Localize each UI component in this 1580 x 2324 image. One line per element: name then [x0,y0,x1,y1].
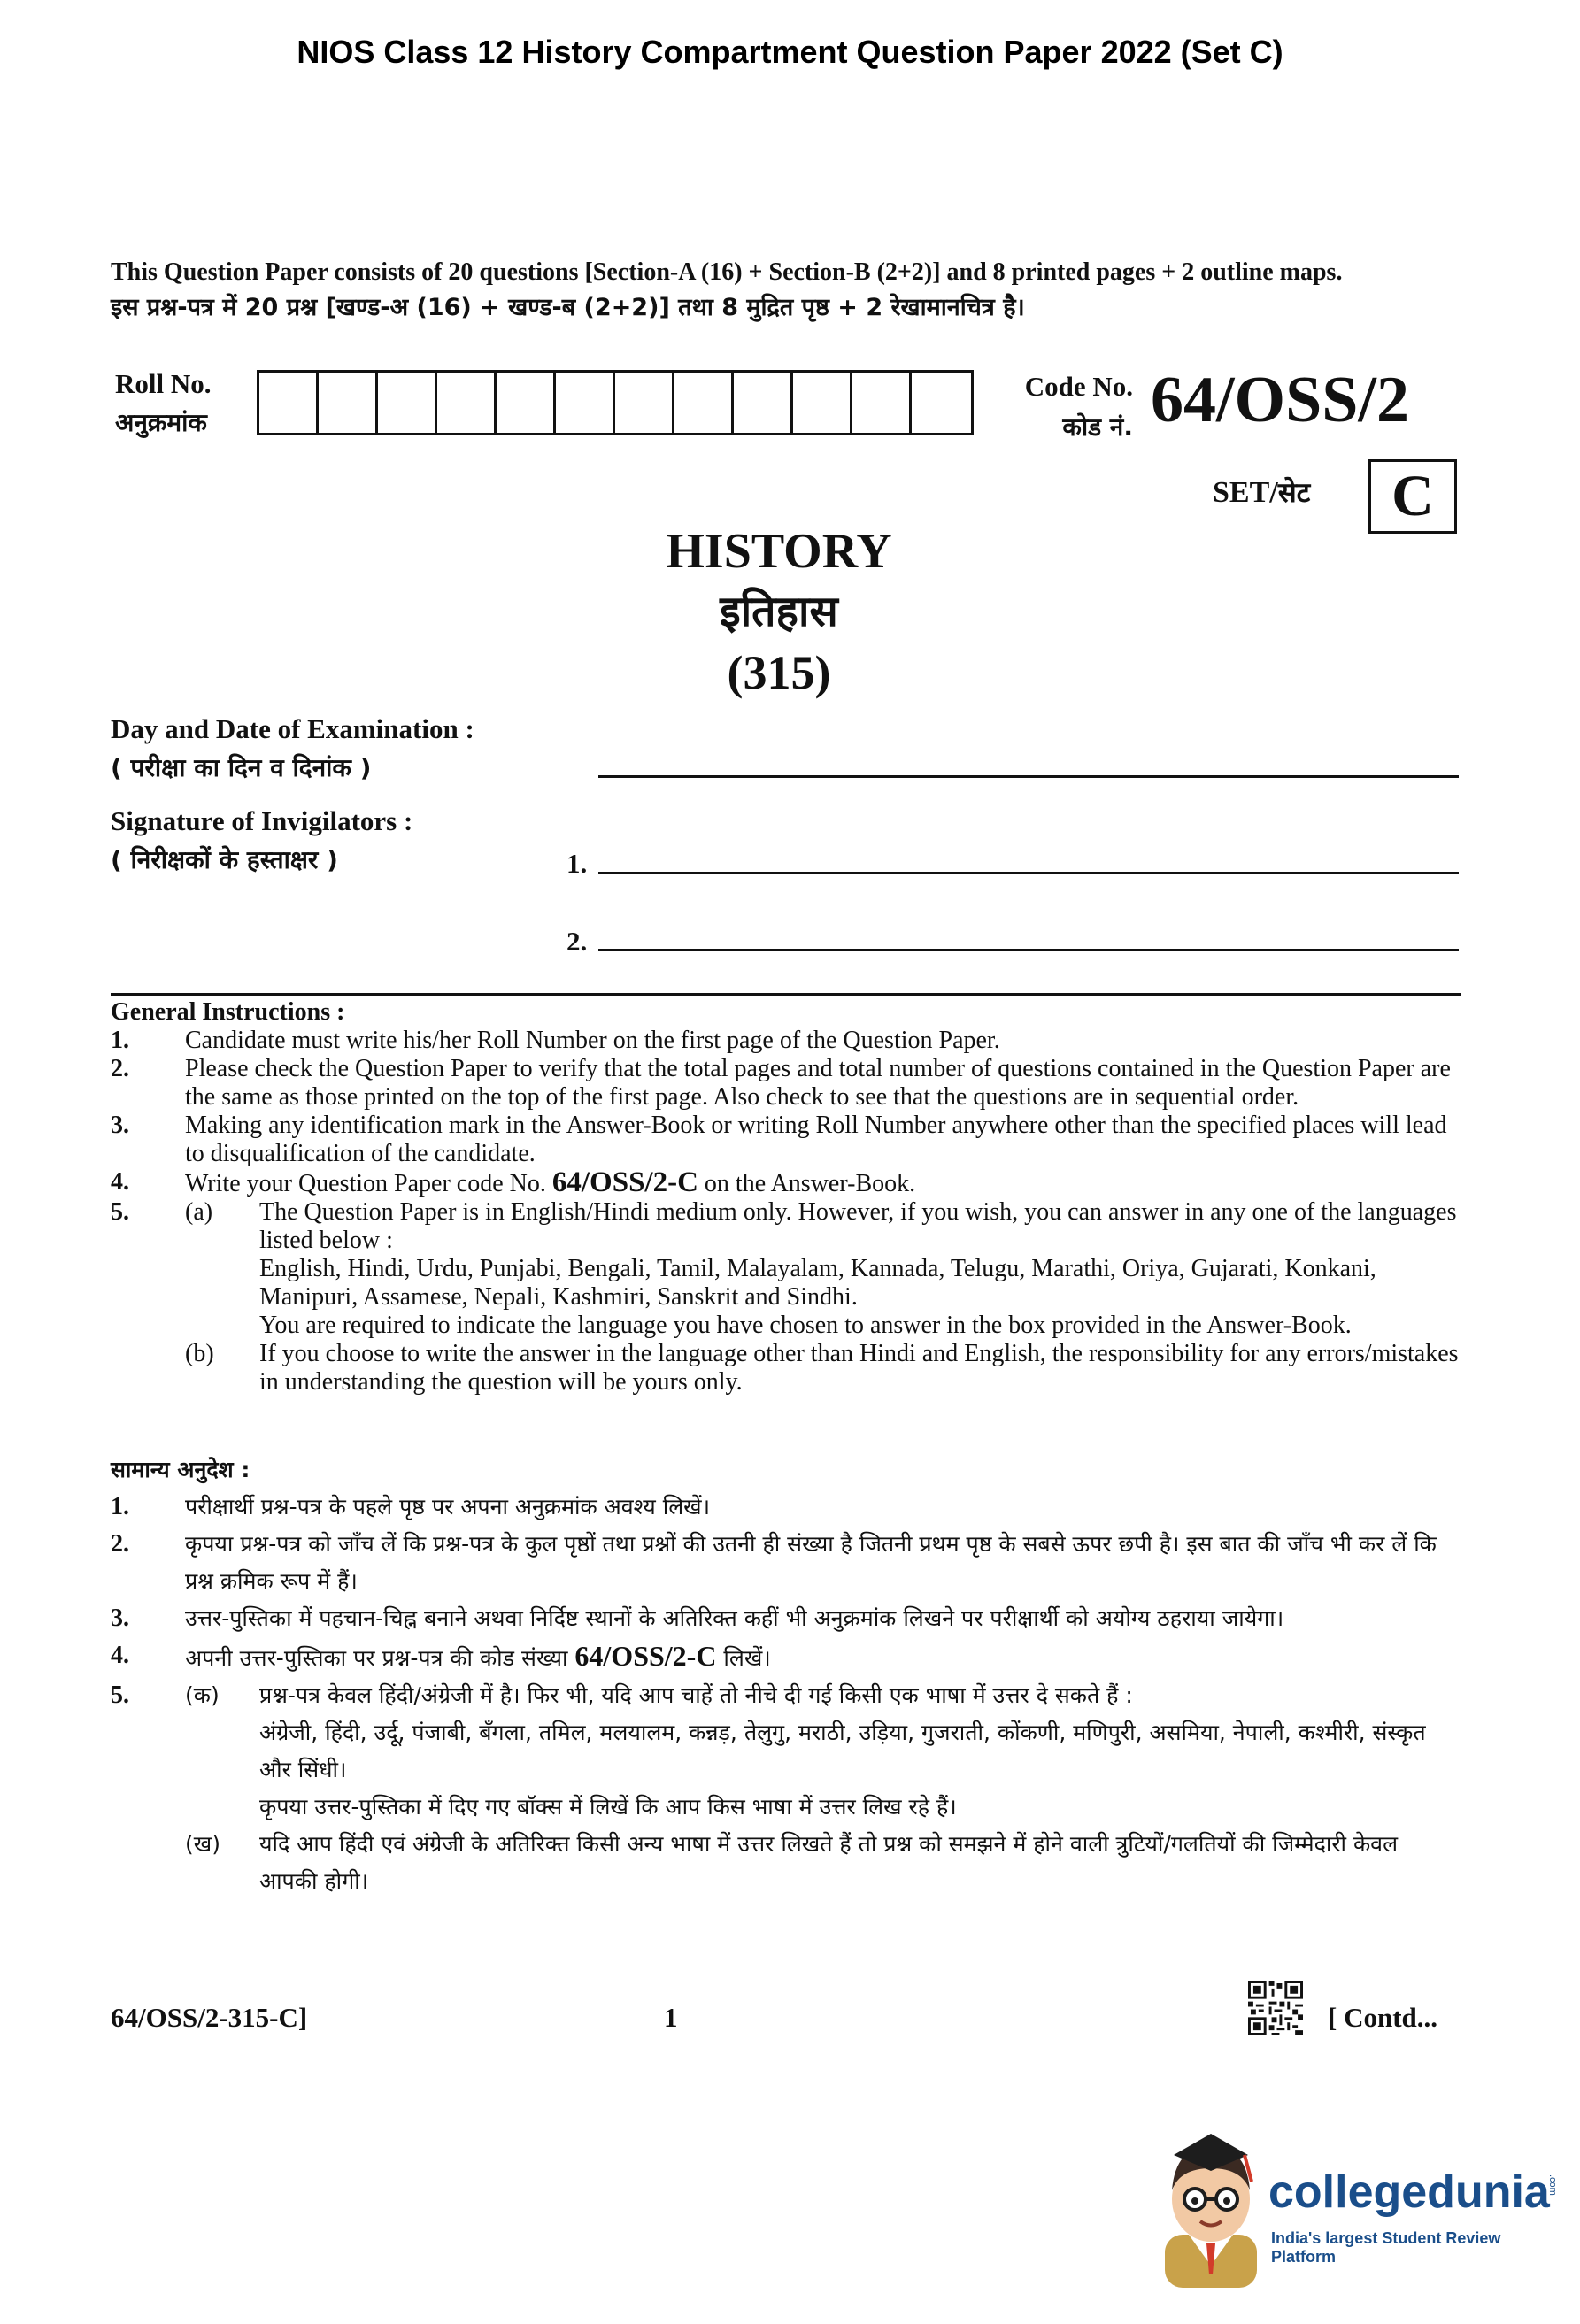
instruction-text-part: प्रश्न-पत्र केवल हिंदी/अंग्रेजी में है। फिर भी, यदि आप चाहें तो नीचे दी गई किसी एक भाषा में उत्तर दे सकते हैं : [259,1682,1133,1708]
instruction-text-part: You are required to indicate the language you have chosen to answer in the box provided in the Answer-Book. [259,1312,1352,1339]
brand-suffix: .com [1547,2174,1558,2196]
instruction-item [111,1600,1461,1637]
instruction-item [111,1168,1461,1198]
instruction-text [259,1198,1461,1340]
general-instructions-hindi [111,1451,1461,1900]
instruction-item [111,1677,1461,1826]
instruction-item [111,1826,1461,1900]
instructions-heading: General Instructions : [111,998,345,1026]
instruction-subletter: (क) [185,1682,220,1708]
instruction-text: कृपया प्रश्न-पत्र को जाँच लें कि प्रश्न-पत्र के कुल पृष्ठों तथा प्रश्नों की उतनी ही संख्या है जितनी प्रथम पृष्ठ के सबसे ऊपर छपी है। इस बात की जाँच भी कर लें कि प्रश्न क्रमिक रूप में हैं। [185,1531,1437,1594]
instruction-subletter: (ख) [185,1831,220,1857]
code-label-hindi: कोड नं. [1062,412,1133,442]
instruction-text: Candidate must write his/her Roll Number on the first page of the Question Paper. [185,1027,1000,1054]
instruction-text-part: on the Answer-Book. [704,1170,916,1197]
composition-english: This Question Paper consists of 20 questions [Section-A (16) + Section-B (2+2)] and 8 printed pages + 2 outline maps. [111,258,1343,286]
roll-number-box[interactable] [674,373,734,433]
exam-date-label-hindi: ( परीक्षा का दिन व दिनांक ) [111,753,372,782]
exam-date-label [111,710,474,788]
banner-title: NIOS Class 12 History Compartment Question Paper 2022 (Set C) [297,34,1283,70]
set-label-english: SET/ [1213,476,1278,509]
instruction-subletter: (a) [185,1198,213,1226]
instruction-number: 2. [111,1055,129,1082]
instruction-text: यदि आप हिंदी एवं अंग्रेजी के अतिरिक्त किसी अन्य भाषा में उत्तर लिखते हैं तो प्रश्न को समझने में होने वाली त्रुटियों/गलतियों की जिम्मेदारी केवल आपकी होगी। [259,1831,1399,1894]
instruction-item [111,1637,1461,1677]
invigilator-signature-label [111,802,412,880]
section-divider [111,993,1461,996]
roll-number-box[interactable] [615,373,674,433]
instruction-item [111,1112,1461,1168]
instruction-text [259,1677,1461,1826]
instruction-item [111,1055,1461,1112]
roll-number-box[interactable] [793,373,852,433]
instruction-number: 3. [111,1112,129,1139]
brand-name: collegedunia [1268,2166,1550,2218]
instruction-number: 5. [111,1681,129,1709]
qr-code-icon [1248,1981,1303,2035]
instruction-number: 5. [111,1198,129,1226]
instructions-heading-hindi: सामान्य अनुदेश : [111,1457,250,1482]
instruction-number: 1. [111,1027,129,1054]
instruction-text: If you choose to write the answer in the language other than Hindi and English, the responsibility for any errors/mistakes in understanding the question will be yours only. [259,1340,1459,1396]
exam-date-label-english: Day and Date of Examination : [111,713,474,744]
instruction-text: उत्तर-पुस्तिका में पहचान-चिह्न बनाने अथवा निर्दिष्ट स्थानों के अतिरिक्त कहीं भी अनुक्रमांक लिखने पर परीक्षार्थी को अयोग्य ठहराया जायेगा। [185,1605,1284,1631]
set-label-hindi: सेट [1277,477,1311,509]
instruction-text-part: अपनी उत्तर-पुस्तिका पर प्रश्न-पत्र की कोड संख्या [185,1645,568,1671]
instruction-text-part: The Question Paper is in English/Hindi medium only. However, if you wish, you can answer in any one of the languages listed below : [259,1198,1457,1254]
roll-number-box[interactable] [556,373,615,433]
roll-number-box[interactable] [734,373,793,433]
roll-number-box[interactable] [852,373,912,433]
page-number: 1 [664,2002,678,2033]
roll-number-label [115,365,212,442]
paper-composition [111,255,1465,326]
brand-tagline: India's largest Student Review Platform [1271,2229,1501,2266]
roll-number-box[interactable] [378,373,437,433]
instruction-text-part: कृपया उत्तर-पुस्तिका में दिए गए बॉक्स में लिखें कि आप किस भाषा में उत्तर लिख रहे हैं। [259,1794,957,1820]
instruction-text: Making any identification mark in the Answer-Book or writing Roll Number anywhere other than the specified places will lead to disqualification of the candidate. [185,1112,1447,1167]
signature-2-number: 2. [566,926,588,957]
roll-number-box[interactable] [259,373,319,433]
exam-date-line[interactable] [598,775,1459,778]
instruction-item [111,1489,1461,1526]
roll-number-box[interactable] [497,373,556,433]
instruction-subletter: (b) [185,1340,214,1367]
language-list: अंग्रेजी, हिंदी, उर्दू, पंजाबी, बँगला, तमिल, मलयालम, कन्नड़, तेलुगु, मराठी, उड़िया, गुजराती, कोंकणी, मणिपुरी, असमिया, नेपाली, कश्मीरी, संस्कृत और सिंधी। [259,1720,1426,1782]
instruction-text [185,1637,1461,1677]
continued-marker: [ Contd... [1328,2002,1438,2033]
signature-label-hindi: ( निरीक्षकों के हस्ताक्षर ) [111,845,338,874]
answer-book-code: 64/OSS/2-C [551,1166,698,1198]
instruction-text [185,1168,1461,1198]
composition-hindi: इस प्रश्न-पत्र में 20 प्रश्न [खण्ड-अ (16) + खण्ड-ब (2+2)] तथा 8 मुद्रित पृष्ठ + 2 रेखामानचित्र है। [111,294,1025,321]
roll-number-boxes[interactable] [257,370,974,435]
instruction-number: 4. [111,1168,129,1196]
instruction-text-part: Write your Question Paper code No. [185,1170,546,1197]
paper-code: 64/OSS/2 [1151,364,1409,436]
instruction-item [111,1340,1461,1397]
signature-label-english: Signature of Invigilators : [111,805,413,836]
language-list: English, Hindi, Urdu, Punjabi, Bengali, Tamil, Malayalam, Kannada, Telugu, Marathi, Oriya, Gujarati, Konkani, Manipuri, Assamese, Nepali, Kashmiri, Sanskrit and Sindhi. [259,1255,1376,1311]
answer-book-code: 64/OSS/2-C [574,1640,717,1672]
general-instructions-english [111,998,1461,1397]
subject-code: (315) [727,646,831,699]
code-number-label [998,366,1133,448]
roll-label-english: Roll No. [115,368,212,399]
signature-1-number: 1. [566,848,588,879]
student-mascot-logo [1158,2120,1264,2288]
instruction-item [111,1526,1461,1600]
instruction-number: 3. [111,1604,129,1632]
instruction-item [111,1027,1461,1055]
subject-name-hindi: इतिहास [720,587,838,636]
roll-number-box[interactable] [912,373,971,433]
signature-2-line[interactable] [598,949,1459,951]
instruction-text: Please check the Question Paper to verify that the total pages and total number of questions contained in the Question Paper are the same as those printed on the top of the first page. Also check to see that the questions are in sequential order. [185,1055,1451,1111]
set-value-box: C [1368,459,1457,534]
instruction-number: 1. [111,1493,129,1520]
subject-name-english: HISTORY [666,524,892,579]
instruction-item [111,1198,1461,1340]
roll-label-hindi: अनुक्रमांक [115,408,207,437]
footer-paper-code: 64/OSS/2-315-C] [111,2002,308,2033]
collegedunia-watermark [1158,2120,1565,2288]
subject-block [513,520,1044,704]
set-label [1213,473,1310,511]
instruction-text: परीक्षार्थी प्रश्न-पत्र के पहले पृष्ठ पर अपना अनुक्रमांक अवश्य लिखें। [185,1494,711,1520]
signature-1-line[interactable] [598,872,1459,874]
instruction-number: 2. [111,1530,129,1558]
roll-number-box[interactable] [319,373,378,433]
instruction-text-part: लिखें। [723,1645,771,1671]
code-label-english: Code No. [1024,371,1133,402]
instruction-number: 4. [111,1642,129,1669]
roll-number-box[interactable] [437,373,497,433]
